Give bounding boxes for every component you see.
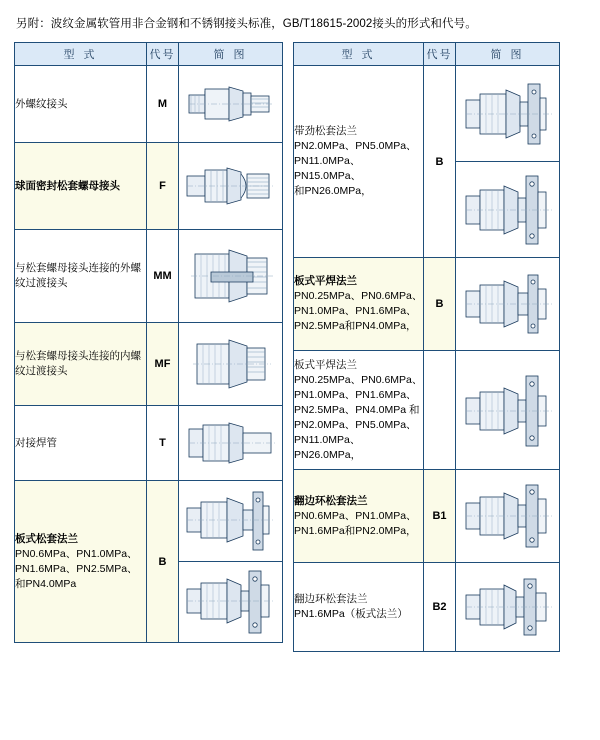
type-name-detail: PN0.25MPa、PN0.6MPa、 <box>294 373 423 386</box>
figure-ribbed-loose-flange <box>456 66 560 162</box>
figure-butt-weld-pipe <box>179 406 283 481</box>
table-row <box>15 230 283 323</box>
type-name <box>294 470 424 563</box>
type-name-detail2: PN1.0MPa、PN1.6MPa、 <box>294 305 417 317</box>
type-code: MF <box>147 323 179 406</box>
type-code: T <box>147 406 179 481</box>
header-type: 型 式 <box>294 43 424 66</box>
table-row <box>294 470 560 563</box>
page-title: 另附：波纹金属软管用非合金钢和不锈钢接头标准，GB/T18615-2002接头的形式和代号。 <box>16 18 477 30</box>
left-spec-table <box>14 42 283 643</box>
table-row <box>294 563 560 652</box>
type-code: B2 <box>424 563 456 652</box>
type-name-detail3: 和PN26.0MPa， <box>294 185 372 197</box>
type-name-title: 板式平焊法兰 <box>294 275 357 287</box>
table-row <box>15 323 283 406</box>
type-name <box>294 258 424 351</box>
type-name-title: 翻边环松套法兰 <box>294 494 368 507</box>
header-code: 代号 <box>147 43 179 66</box>
table-row <box>294 351 560 470</box>
table-row <box>15 66 283 143</box>
figure-spherical-seal-union-nut <box>179 143 283 230</box>
type-name: 对接焊管 <box>15 406 147 481</box>
table-row <box>294 66 560 162</box>
type-name-detail2: PN1.0MPa、PN1.6MPa、 <box>294 388 417 401</box>
type-name <box>294 563 424 652</box>
type-code: B <box>424 258 456 351</box>
tables-container <box>14 42 586 652</box>
table-row <box>15 481 283 562</box>
type-code <box>424 351 456 470</box>
type-name-title: 板式松套法兰 <box>15 532 78 545</box>
figure-threaded-male-connector <box>179 66 283 143</box>
header-code: 代号 <box>424 43 456 66</box>
type-name-title: 翻边环松套法兰 <box>294 593 368 605</box>
figure-plate-welding-flange-2 <box>456 351 560 470</box>
type-name <box>294 66 424 258</box>
type-code: B <box>147 481 179 643</box>
type-name-detail: PN0.6MPa、PN1.0MPa、 <box>15 547 138 560</box>
type-name-detail: PN0.25MPa、PN0.6MPa、 <box>294 290 423 302</box>
type-name-detail3: PN2.5MPa、PN4.0MPa 和 <box>294 403 420 416</box>
figure-plate-loose-flange <box>179 481 283 562</box>
type-name-detail2: PN1.6MPa和PN2.0MPa， <box>294 524 417 537</box>
figure-flared-ring-loose-flange-2 <box>456 563 560 652</box>
table-row <box>294 258 560 351</box>
type-code: M <box>147 66 179 143</box>
type-code: B <box>424 66 456 258</box>
figure-female-thread-adapter <box>179 323 283 406</box>
type-code: B1 <box>424 470 456 563</box>
type-name-detail: PN0.6MPa、PN1.0MPa、 <box>294 509 417 522</box>
figure-ribbed-loose-flange-2 <box>456 162 560 258</box>
type-code: MM <box>147 230 179 323</box>
type-name: 与松套螺母接头连接的内螺纹过渡接头 <box>15 323 147 406</box>
type-name-title: 板式平焊法兰 <box>294 358 357 371</box>
right-spec-table <box>293 42 560 652</box>
type-name-detail: PN1.6MPa（板式法兰） <box>294 608 408 620</box>
type-code: F <box>147 143 179 230</box>
type-name <box>15 481 147 643</box>
type-name: 球面密封松套螺母接头 <box>15 143 147 230</box>
table-header-row <box>294 43 560 66</box>
figure-plate-loose-flange-2 <box>179 562 283 643</box>
figure-male-thread-adapter <box>179 230 283 323</box>
type-name-detail4: PN2.0MPa、PN5.0MPa、 <box>294 418 417 431</box>
table-header-row <box>15 43 283 66</box>
type-name-detail2: PN11.0MPa、PN15.0MPa、 <box>294 155 362 182</box>
table-row <box>15 143 283 230</box>
type-name: 与松套螺母接头连接的外螺纹过渡接头 <box>15 230 147 323</box>
type-name-detail: PN2.0MPa、PN5.0MPa、 <box>294 140 417 152</box>
type-name: 外螺纹接头 <box>15 66 147 143</box>
header-figure: 简 图 <box>456 43 560 66</box>
type-name-detail2: PN1.6MPa、PN2.5MPa、 <box>15 562 138 575</box>
header-figure: 简 图 <box>179 43 283 66</box>
type-name-detail5: PN11.0MPa、PN26.0MPa， <box>294 433 362 461</box>
header-type: 型 式 <box>15 43 147 66</box>
type-name-detail3: PN2.5MPa和PN4.0MPa， <box>294 320 417 332</box>
figure-flared-ring-loose-flange <box>456 470 560 563</box>
table-row <box>15 406 283 481</box>
type-name <box>294 351 424 470</box>
type-name-detail3: 和PN4.0MPa <box>15 577 77 590</box>
figure-plate-welding-flange <box>456 258 560 351</box>
type-name-title: 带劲松套法兰 <box>294 125 357 137</box>
